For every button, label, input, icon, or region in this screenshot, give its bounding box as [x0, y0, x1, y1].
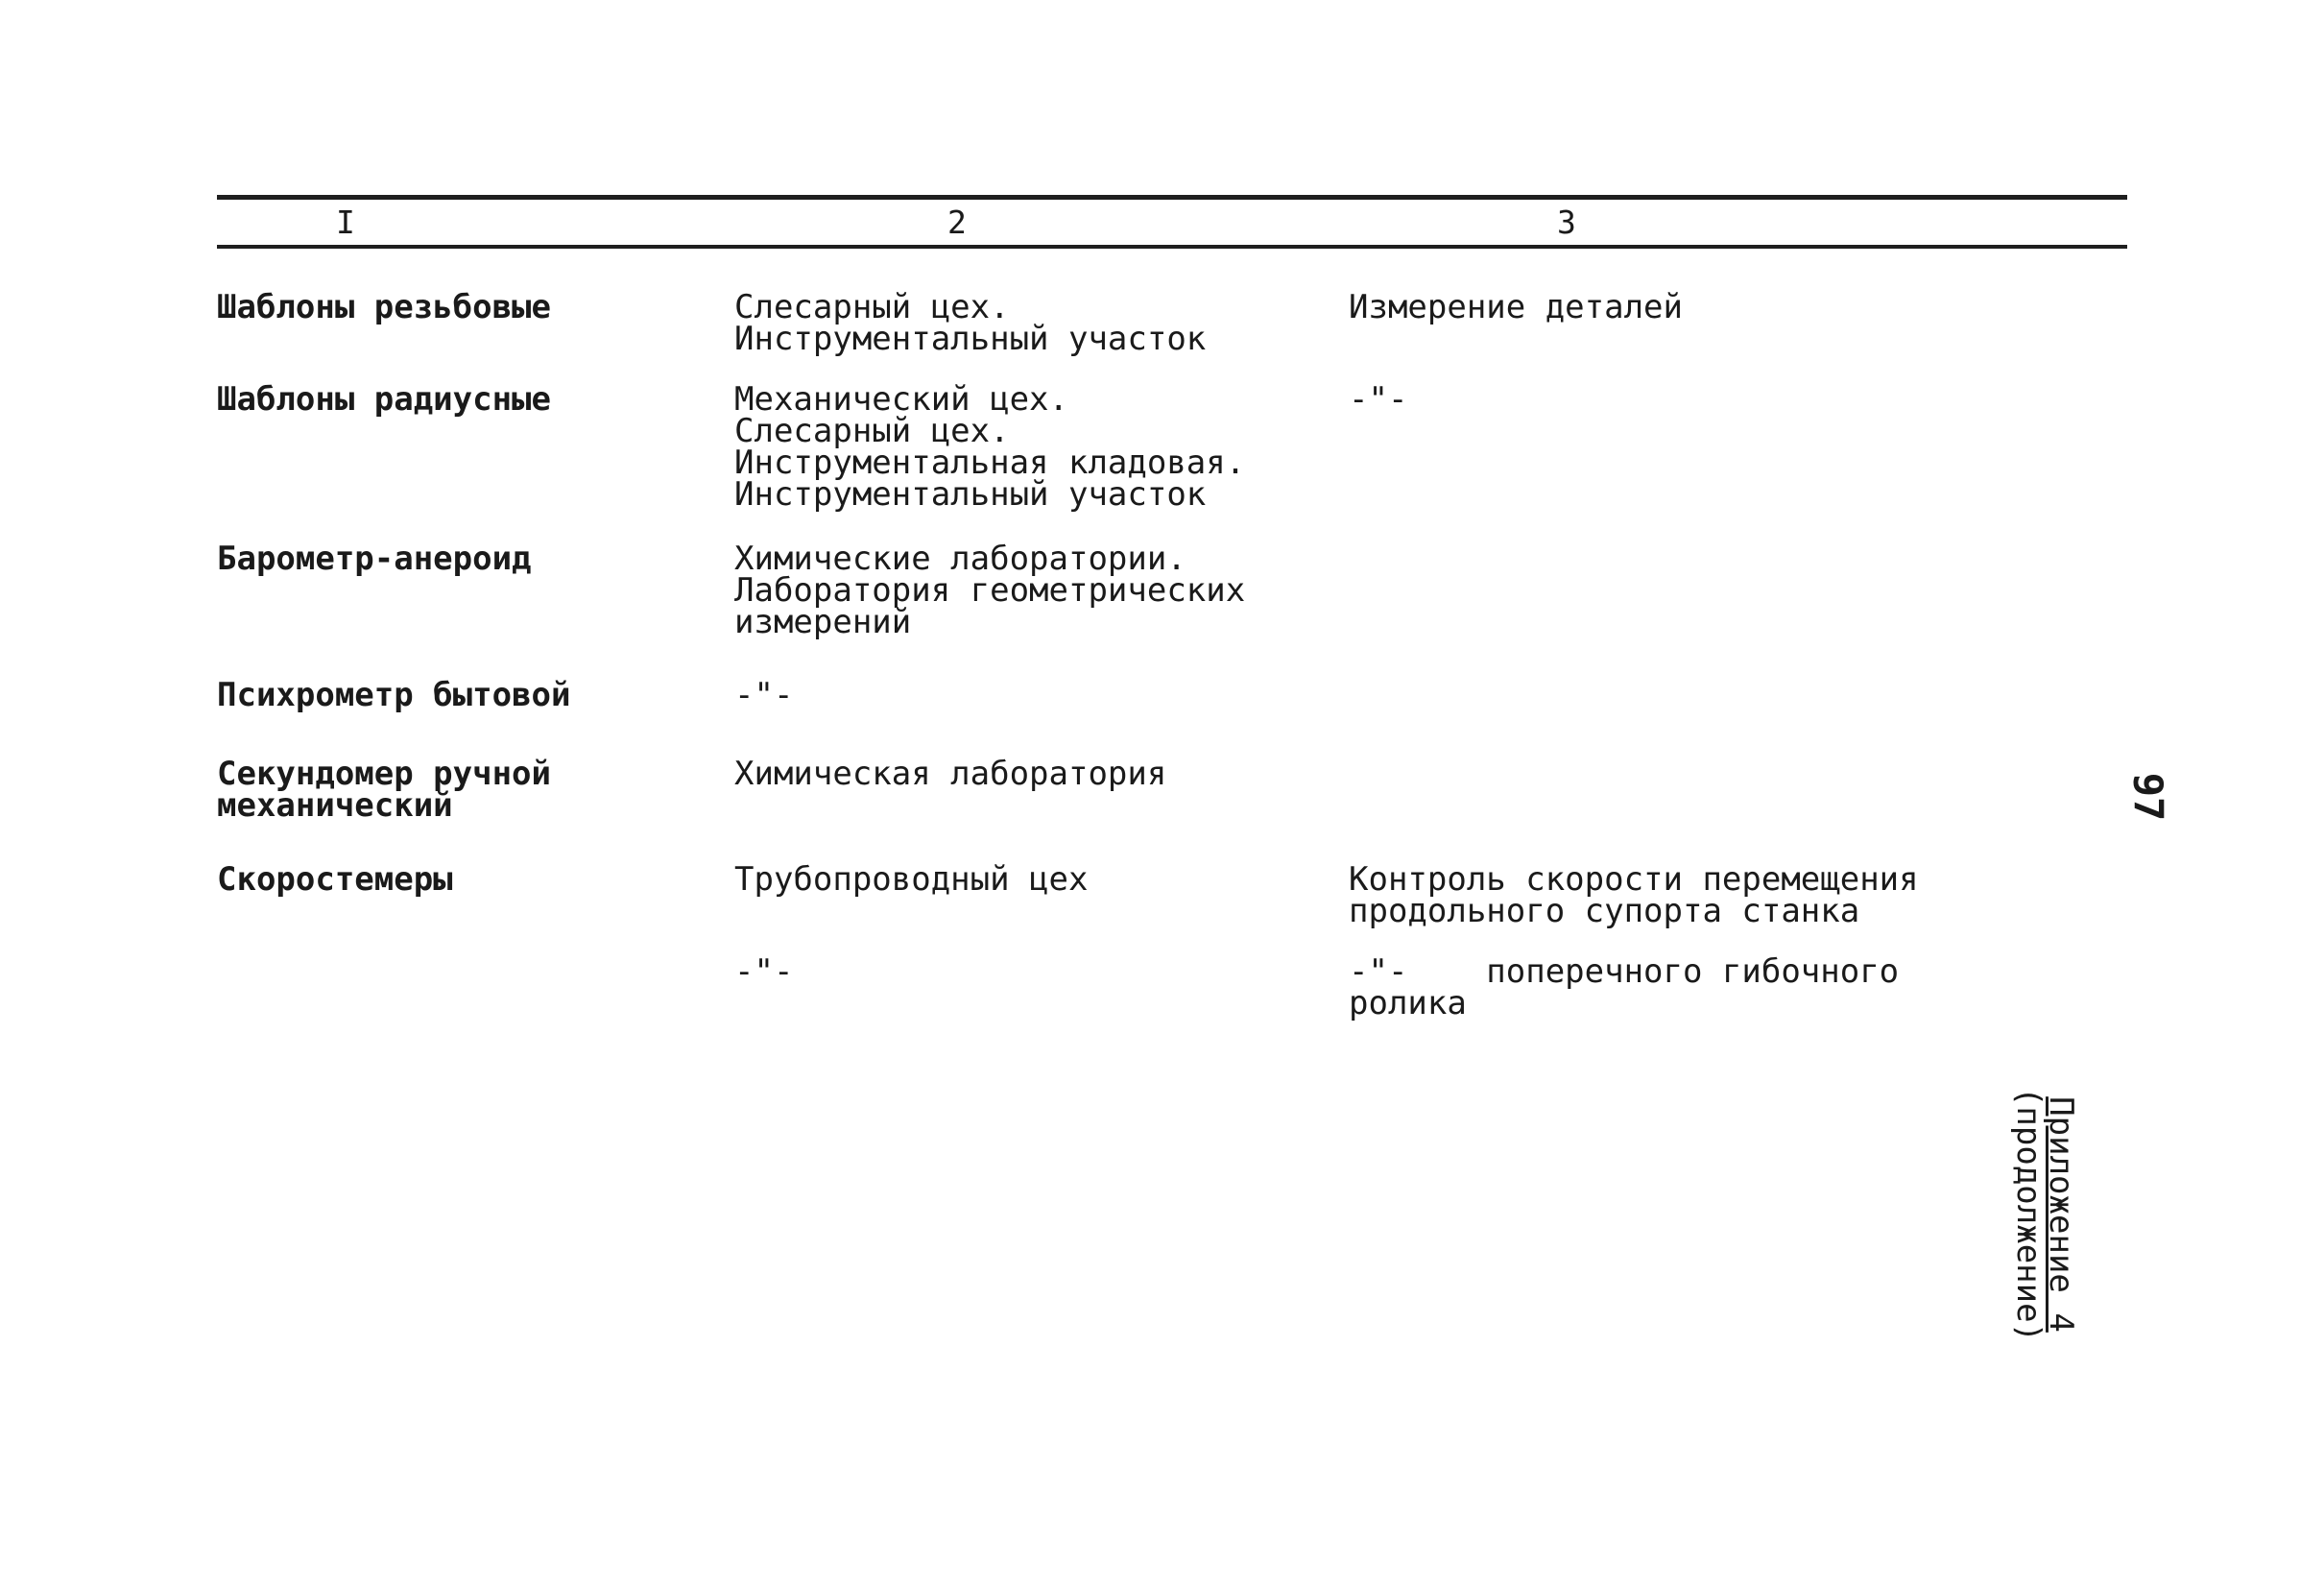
page-number: 97: [2124, 772, 2172, 822]
column-number-1: I: [336, 204, 355, 241]
row-3-location: Химические лаборатории. Лаборатория геометрических измерений: [734, 540, 1246, 641]
row-6-location: Трубопроводный цех: [734, 860, 1089, 899]
table-top-rule: [217, 195, 2127, 200]
row-7-purpose: -"- поперечного гибочного ролика: [1349, 952, 1900, 1022]
row-2-instrument: Шаблоны радиусные: [217, 380, 551, 419]
row-1-instrument: Шаблоны резьбовые: [217, 288, 551, 326]
appendix-title: Приложение 4: [2042, 1096, 2080, 1333]
row-4-location: -"-: [734, 676, 794, 714]
row-4-instrument: Психрометр бытовой: [217, 676, 571, 714]
column-number-3: 3: [1557, 204, 1576, 241]
column-number-2: 2: [947, 204, 967, 241]
row-6-instrument: Скоростемеры: [217, 860, 453, 899]
appendix-continuation: (продолжение): [2009, 1086, 2048, 1343]
appendix-label: [1992, 1086, 2097, 1343]
row-5-location: Химическая лаборатория: [734, 755, 1167, 793]
row-7-location: -"-: [734, 952, 794, 991]
row-2-purpose: -"-: [1349, 380, 1408, 419]
row-6-purpose: Контроль скорости перемещения продольного супорта станка: [1349, 860, 1919, 930]
table-header-rule: [217, 245, 2127, 249]
row-2-location: Механический цех. Слесарный цех. Инструментальная кладовая. Инструментальный участок: [734, 380, 1246, 514]
row-1-purpose: Измерение деталей: [1349, 288, 1683, 326]
row-1-location: Слесарный цех. Инструментальный участок: [734, 288, 1207, 358]
row-5-instrument: Секундомер ручной механический: [217, 755, 551, 825]
row-3-instrument: Барометр-анероид: [217, 540, 532, 578]
